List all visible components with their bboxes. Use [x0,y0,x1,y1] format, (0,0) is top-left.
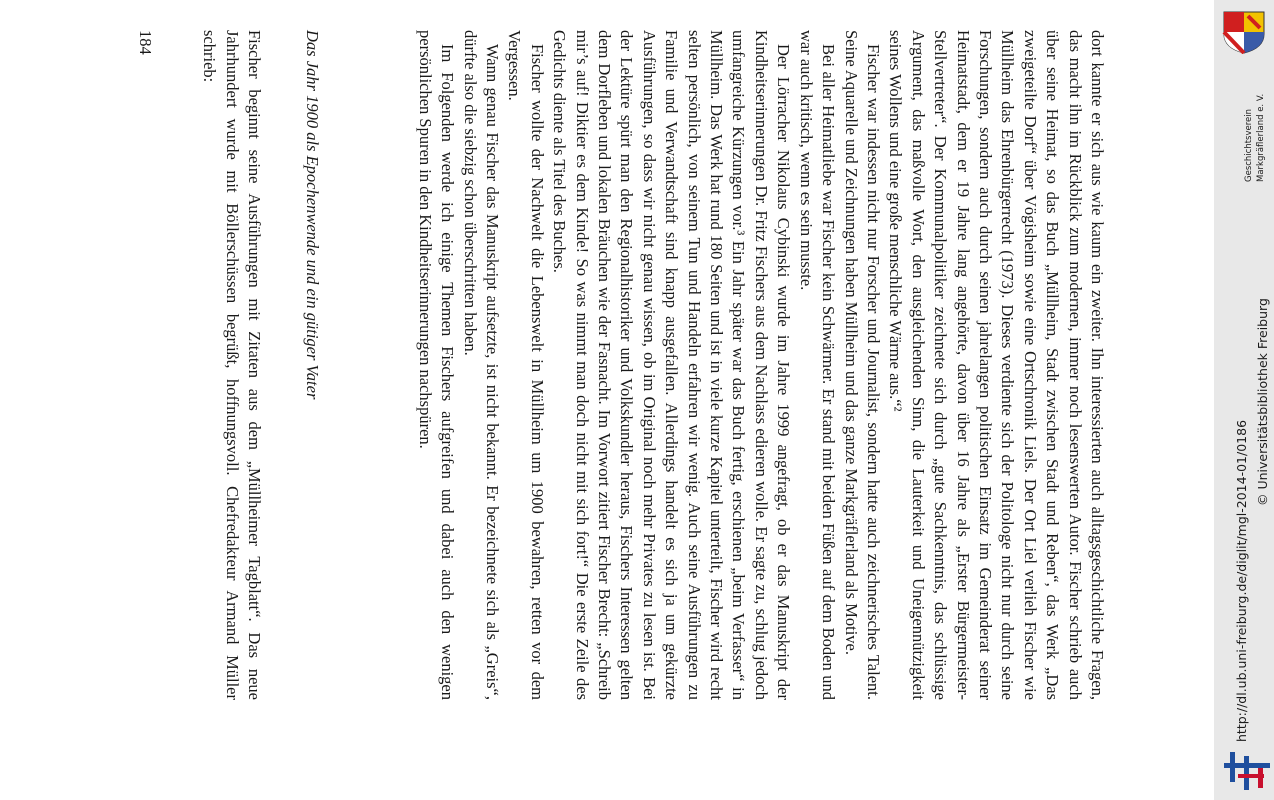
society-name-line1: Geschichtsverein [1244,108,1254,182]
paragraph-5: Fischer wollte der Nachwelt die Lebenswelt in Müllheim um 1900 bewahren, retten vor dem Vergessen. [505,30,547,700]
source-url[interactable]: http://dl.ub.uni-freiburg.de/diglit/mgl-2014-01/0186 [1234,419,1249,742]
paragraph-6: Wann genau Fischer das Manuskript aufsetzte, ist nicht bekannt. Er bezeichnete sich als „Greis“, dürfte also die siebzig schon überschritten haben. [460,30,503,700]
coat-of-arms-icon [1222,10,1266,54]
paragraph-3: Bei aller Heimatliebe war Fischer kein Schwärmer. Er stand mit beiden Füßen auf dem Boden und war auch kritisch, wenn es sein musste. [796,30,839,700]
paragraph-2: Fischer war indessen nicht nur Forscher und Journalist, sondern hatte auch zeichnerisches Talent. Seine Aquarelle und Zeichnungen haben Müllheim und das ganze Markgräflerland als Motive. [841,30,883,700]
library-logo-icon [1224,750,1270,790]
page-content [108,30,1108,700]
paragraph-1: dort kannte er sich aus wie kaum ein zweiter. Ihn interessierten auch alltagsgeschichtliche Fragen, das macht ihn im Rückblick zum modernen, immer noch lesenswerten Autor. Fischer schrieb auch über seine Heimat, so das Buch „Müllheim, Stadt zwischen Stadt und Reben“, das Werk „Das zweigeteilte Dorf“ über Vögisheim sowie eine Ortschronik Liels. Der Ort Liel verlieh Fischer wie Müllheim das Ehrenbürgerrecht (1973). Dieses verdiente sich der Politologe nicht nur durch seine Forschungen, sondern auch durch seinen jahrelangen politischen Einsatz im Gemeinderat seiner Heimatstadt, dem er 19 Jahre lang angehörte, davon über 16 Jahre als „Erster Bürgermeister-Stellvertreter“. Der Kommunalpolitiker zeichnete sich durch „gute Sachkenntnis, das schlüssige Argument, das maßvolle Wort, den ausgleichenden Sinn, die Lauterkeit und Uneigennützigkeit seines Wollens und eine große menschliche Wärme aus.“² [886,30,1107,700]
section-heading: Das Jahr 1900 als Epochenwende und ein gütiger Vater [303,30,323,400]
copyright-notice: © Universitätsbibliothek Freiburg [1255,298,1270,506]
paragraph-7: Im Folgenden werde ich einige Themen Fischers aufgreifen und dabei auch den wenigen persönlichen Spuren in den Kindheitserinnerungen nachspüren. [415,30,458,700]
paragraph-4: Der Lörracher Nikolaus Cybinski wurde im Jahre 1999 angefragt, ob er das Manuskript der Kindheitserinnerungen Dr. Fritz Fischers aus dem Nachlass edieren wolle. Er sagte zu, schlug jedoch umfangreiche Kürzungen vor.³ Ein Jahr später war das Buch fertig, erschienen „beim Verfasser“ in Müllheim. Das Werk hat rund 180 Seiten und ist in viele kurze Kapitel unterteilt, Fischer wird recht selten persönlich, von seinem Tun und Handeln erfahren wir wenig. Auch seine Ausführungen zu Familie und Verwandtschaft sind knapp ausgefallen. Allerdings handelt es sich ja um gekürzte Ausführungen, so dass wir nicht genau wissen, ob im Original noch mehr Privates zu lesen ist. Bei der Lektüre spürt man den Regionalhistoriker und Volkskundler heraus, Fischers Interessen gelten dem Dorfleben und lokalen Bräuchen wie der Fasnacht. Im Vorwort zitiert Fischer Brecht: „Schreib mir’s auf! Diktier es dem Kinde! So was nimmt man doch nicht mit sich fort!“ Die erste Zeile des Gedichts diente als Titel des Buches. [550,30,794,700]
paragraph-after-heading: Fischer beginnt seine Ausführungen mit Zitaten aus dem „Müllheimer Tagblatt“. Das neue Jahrhundert wurde mit Böllerschüssen begrüßt, hoffnungsvoll. Chefredakteur Armand Müller schrieb: [200,30,264,700]
page-number: 184 [135,30,155,55]
society-name-line2: Markgräflerland e. V. [1256,93,1266,182]
